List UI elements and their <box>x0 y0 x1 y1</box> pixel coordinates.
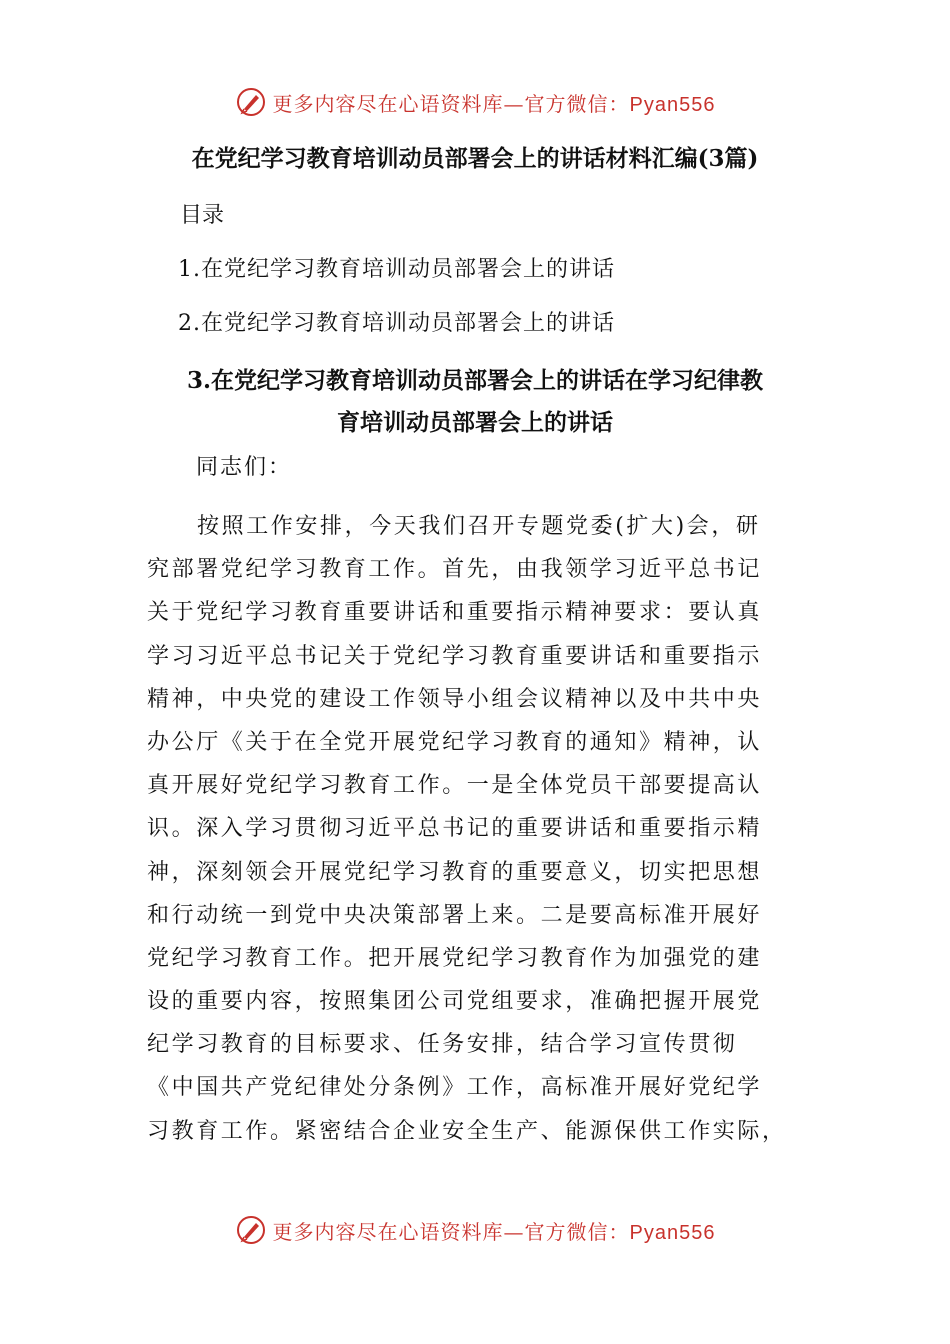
body-line: 和行动统一到党中央决策部署上来。二是要高标准开展好 <box>147 902 763 928</box>
body-line: 学习习近平总书记关于党纪学习教育重要讲话和重要指示 <box>147 643 763 669</box>
section-title-line: 3.在党纪学习教育培训动员部署会上的讲话在学习纪律教 <box>186 367 763 394</box>
body-line: 设的重要内容，按照集团公司党组要求，准确把握开展党 <box>147 989 763 1015</box>
body-line: 神，深刻领会开展党纪学习教育的重要意义，切实把思想 <box>147 859 763 885</box>
watermark-header <box>0 82 950 122</box>
body-line: 真开展好党纪学习教育工作。一是全体党员干部要提高认 <box>147 773 763 799</box>
toc-item: 2.在党纪学习教育培训动员部署会上的讲话 <box>178 311 615 336</box>
pen-logo-icon <box>235 86 267 118</box>
body-line: 精神，中央党的建设工作领导小组会议精神以及中共中央 <box>147 686 763 712</box>
toc-heading: 目录 <box>180 203 225 228</box>
body-line: 办公厅《关于在全党开展党纪学习教育的通知》精神，认 <box>147 729 763 755</box>
watermark-text: 更多内容尽在心语资料库—官方微信：Pyan556 <box>272 91 716 116</box>
body-line: 纪学习教育的目标要求、任务安排，结合学习宣传贯彻 <box>147 1032 738 1058</box>
body-line: 党纪学习教育工作。把开展党纪学习教育作为加强党的建 <box>147 945 763 971</box>
body-line: 按照工作安排，今天我们召开专题党委(扩大)会，研 <box>197 514 761 539</box>
watermark-text: 更多内容尽在心语资料库—官方微信：Pyan556 <box>272 1219 716 1244</box>
body-paragraph <box>147 505 797 1153</box>
body-line: 《中国共产党纪律处分条例》工作，高标准开展好党纪学 <box>147 1075 763 1101</box>
section-title-line: 育培训动员部署会上的讲话 <box>337 409 613 436</box>
body-line: 习教育工作。紧密结合企业安全生产、能源保供工作实际， <box>147 1118 787 1144</box>
toc-item: 1.在党纪学习教育培训动员部署会上的讲话 <box>178 257 615 282</box>
salutation: 同志们： <box>196 455 293 480</box>
body-line: 究部署党纪学习教育工作。首先，由我领学习近平总书记 <box>147 557 763 583</box>
pen-logo-icon <box>235 1214 267 1246</box>
watermark-footer <box>0 1210 950 1250</box>
document-title: 在党纪学习教育培训动员部署会上的讲话材料汇编(3篇) <box>191 145 759 172</box>
body-line: 识。深入学习贯彻习近平总书记的重要讲话和重要指示精 <box>147 816 763 842</box>
section-title <box>150 360 800 444</box>
body-line: 关于党纪学习教育重要讲话和重要指示精神要求：要认真 <box>147 600 763 626</box>
